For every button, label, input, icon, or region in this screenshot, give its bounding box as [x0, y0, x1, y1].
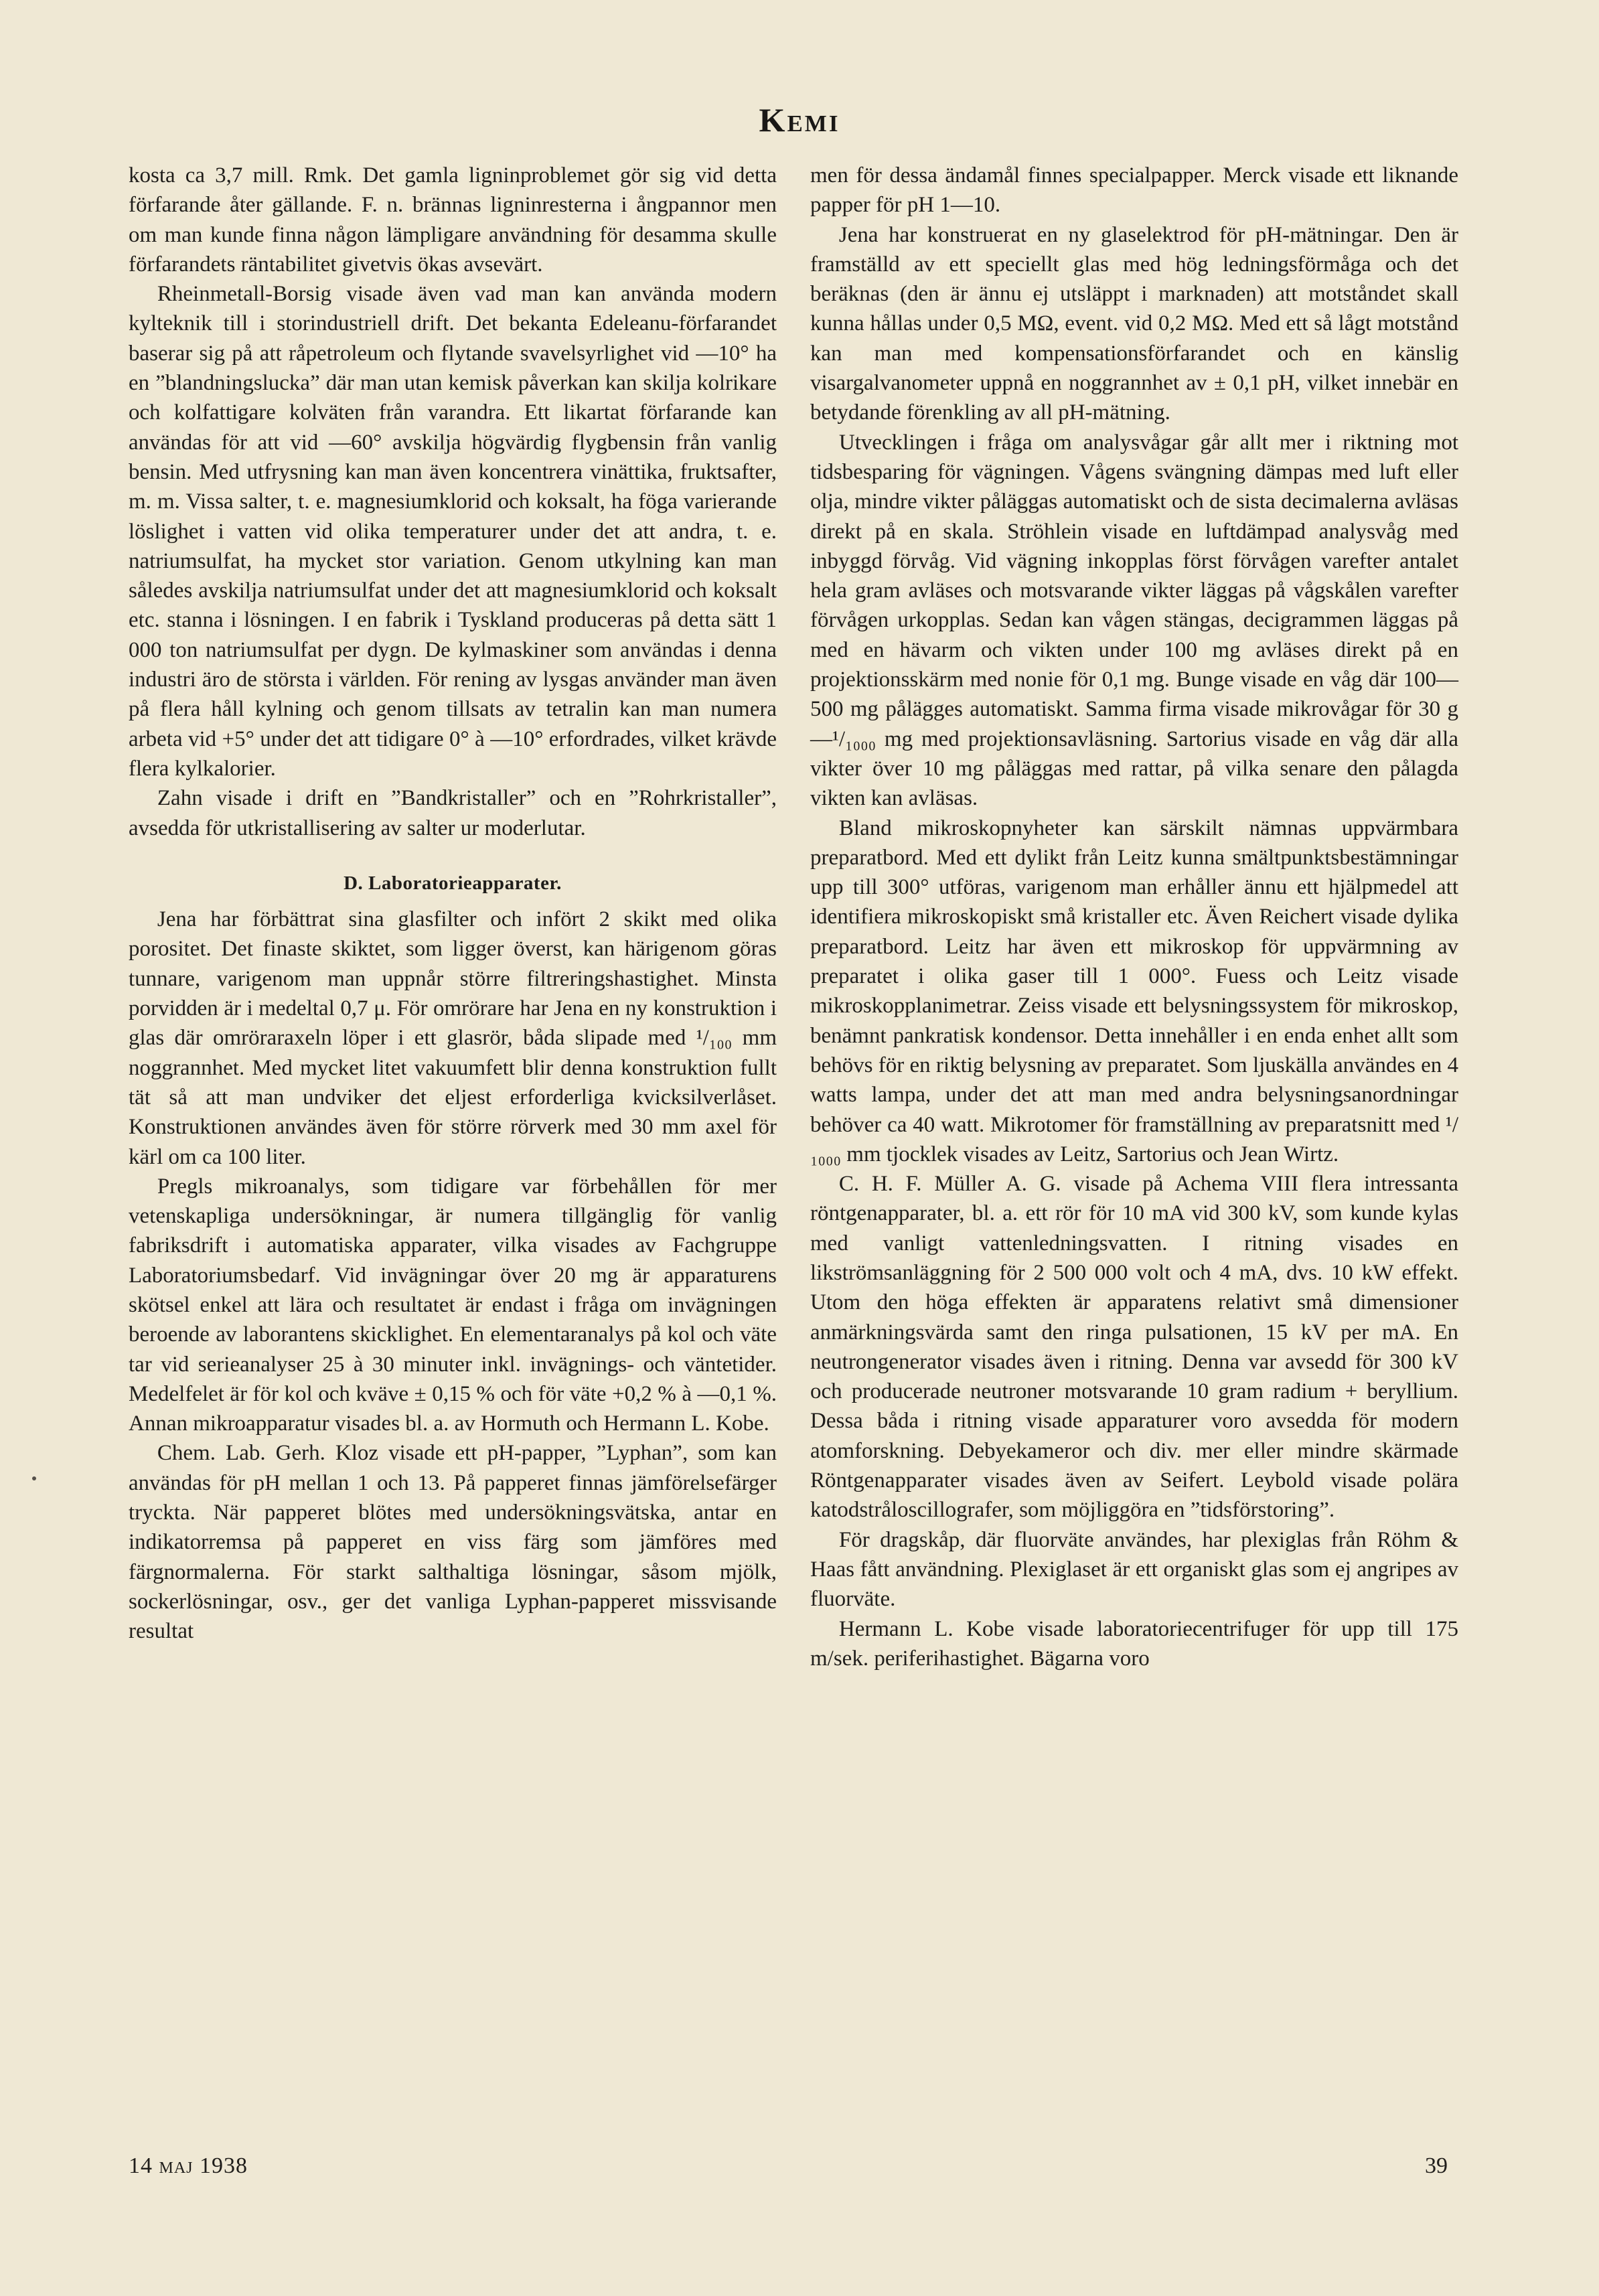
- paragraph: Chem. Lab. Gerh. Kloz visade ett pH-papper, ”Lyphan”, som kan användas för pH mellan 1 och 13. På papperet finnas jämförelsefärger tryckta. När papperet blötes med undersökningsvätska, antar en indikatorremsa på papperet en viss färg som jämföres med färgnormalerna. För starkt salthaltiga lösningar, såsom mjölk, sockerlösningar, osv., ger det vanliga Lyphan-papperet missvisande resultat: [129, 1441, 777, 1644]
- paragraph: Utvecklingen i fråga om analysvågar går allt mer i riktning mot tidsbesparing för vägningen. Vågens svängning dämpas med luft eller olja, mindre vikter påläggas automatiskt och de sista decimalerna avläsas direkt på en skala. Ströhlein visade en luftdämpad analysvåg med inbyggd förvåg. Vid vägning inkopplas först förvågen varefter antalet hela gram avläses och motsvarande vikter läggas på vågskålen varefter förvågen urkopplas. Sedan kan vågen stängas, decigrammen läggas på med en hävarm och vikten under 100 mg avläses direkt på en projektionsskärm med nonie för 0,1 mg. Bunge visade en våg där 100—500 mg pålägges automatiskt. Samma firma visade mikrovågar för 30 g—¹/₁₀₀₀ mg med projektionsavläsning. Sartorius visade en våg där alla vikter över 10 mg påläggas med rattar, på vilka senare den pålagda vikten kan avläsas.: [810, 430, 1458, 811]
- left-column: [129, 161, 777, 1647]
- page-header: [0, 100, 1599, 139]
- paragraph: Jena har förbättrat sina glasfilter och infört 2 skikt med olika porositet. Det finaste skiktet, som ligger överst, kan härigenom göras tunnare, varigenom man uppnår större filtreringshastighet. Minsta porvidden är i medeltal 0,7 μ. För omrörare har Jena en ny konstruktion i glas där omröraraxeln löper i ett glasrör, båda slipade med ¹/₁₀₀ mm noggrannhet. Med mycket litet vakuumfett blir denna konstruktion fullt tät så att man undviker det eljest erforderliga kvicksilverlåset. Konstruktionen användes även för större rörverk med 30 mm axel för kärl om ca 100 liter.: [129, 907, 777, 1169]
- paragraph: Hermann L. Kobe visade laboratoriecentrifuger för upp till 175 m/sek. periferihastighet. Bägarna voro: [810, 1616, 1458, 1671]
- page-number: 39: [1425, 2153, 1448, 2178]
- paragraph: Rheinmetall-Borsig visade även vad man kan använda modern kylteknik till i storindustriell drift. Det bekanta Edeleanu-förfarandet baserar sig på att råpetroleum och flytande svavelsyrlighet vid —10° ha en ”blandningslucka” där man utan kemisk påverkan kan skilja kolrikare och kolfattigare kolväten från varandra. Ett likartat förfarande kan användas för att vid —60° avskilja högvärdig flygbensin från vanlig bensin. Med utfrysning kan man även koncentrera vinättika, fruktsafter, m. m. Vissa salter, t. e. magnesiumklorid och koksalt, ha föga varierande löslighet i vatten vid olika temperaturer under det att andra, t. e. natriumsulfat, ha mycket stor variation. Genom utkylning kan man således avskilja natriumsulfat under det att magnesiumklorid och koksalt etc. stanna i lösningen. I en fabrik i Tyskland produceras på detta sätt 1 000 ton natriumsulfat per dygn. De kylmaskiner som användas i denna industri äro de största i världen. För rening av lysgas använder man även på flera håll kylning och genom tillsats av tetralin kan man numera arbeta vid +5° under det att tidigare 0° à —10° erfordrades, vilket krävde flera kylkalorier.: [129, 282, 777, 781]
- paragraph: Pregls mikroanalys, som tidigare var förbehållen för mer vetenskapliga undersökningar, är numera tillgänglig för vanlig fabriksdrift i automatiska apparater, vilka visades av Fachgruppe Laboratoriumsbedarf. Vid invägningar över 20 mg är apparaturens skötsel enkel att lära och resultatet är endast i fråga om invägningen beroende av laborantens skicklighet. En elementaranalys på kol och väte tar vid serieanalyser 25 à 30 minuter inkl. invägnings- och väntetider. Medelfelet är för kol och kväve ± 0,15 % och för väte +0,2 % à —0,1 %. Annan mikroapparatur visades bl. a. av Hormuth och Hermann L. Kobe.: [129, 1174, 777, 1436]
- footer-day: 14: [129, 2153, 153, 2178]
- margin-speck: [32, 1476, 36, 1480]
- right-column: [810, 161, 1458, 1673]
- paragraph: men för dessa ändamål finnes specialpapper. Merck visade ett liknande papper för pH 1—10.: [810, 163, 1458, 218]
- paragraph: kosta ca 3,7 mill. Rmk. Det gamla ligninproblemet gör sig vid detta förfarande åter gällande. F. n. brännas ligninresterna i ångpannor men om man kunde finna någon lämpligare användning för desamma skulle förfarandets räntabilitet givetvis ökas avsevärt.: [129, 163, 777, 277]
- footer-year: 1938: [200, 2153, 248, 2178]
- paragraph: Bland mikroskopnyheter kan särskilt nämnas uppvärmbara preparatbord. Med ett dylikt från Leitz kunna smältpunktsbestämningar upp till 300° utföras, varigenom man erhåller ännu ett hjälpmedel att identifiera mikroskopiskt små kristaller etc. Även Reichert visade dylika preparatbord. Leitz har även ett mikroskop för uppvärmning av preparatet i olika gaser till 1 000°. Fuess och Leitz visade mikroskopplanimetrar. Zeiss visade ett belysningssystem för mikroskop, benämnt pankratisk kondensor. Detta innehåller i en enda enhet allt som behövs för en riktig belysning av preparatet. Som ljuskälla användes en 4 watts lampa, under det att man med andra belysningsanordningar behöver ca 40 watt. Mikrotomer för framställning av preparatsnitt med ¹/₁₀₀₀ mm tjocklek visades av Leitz, Sartorius och Jean Wirtz.: [810, 816, 1458, 1166]
- running-title: Kemi: [759, 101, 840, 139]
- paragraph: C. H. F. Müller A. G. visade på Achema VIII flera intressanta röntgenapparater, bl. a. ett rör för 10 mA vid 300 kV, som kunde kylas med vanligt vattenledningsvatten. I ritning visades en likströmsanläggning för 2 500 000 volt och 4 mA, dvs. 10 kW effekt. Utom den höga effekten är apparatens relativt små dimensioner anmärkningsvärda samt den ringa pulsationen, 15 kV per mA. En neutrongenerator visades även i ritning. Denna var avsedd för 300 kV och producerade neutroner motsvarande 10 gram radium + beryllium. Dessa båda i ritning visade apparaturer voro avsedda för modern atomforskning. Debyekameror och div. mer eller mindre skärmade Röntgenapparater visades även av Seifert. Leybold visade polära katodstråloscillografer, som möjliggöra en ”tidsförstoring”.: [810, 1172, 1458, 1523]
- footer-date: [129, 2153, 248, 2179]
- section-heading: D. Laboratorieapparater.: [344, 872, 562, 894]
- paragraph: Jena har konstruerat en ny glaselektrod för pH-mätningar. Den är framställd av ett speciellt glas med hög ledningsförmåga och det beräknas (den är ännu ej utsläppt i marknaden) att motståndet skall kunna hållas under 0,5 MΩ, event. vid 0,2 MΩ. Med ett så lågt motstånd kan man med kompensationsförfarandet och en känslig visargalvanometer uppnå en noggrannhet av ± 0,1 pH, vilket innebär en betydande förenkling av all pH-mätning.: [810, 222, 1458, 425]
- paragraph: För dragskåp, där fluorväte användes, har plexiglas från Röhm & Haas fått användning. Plexiglaset är ett organiskt glas som ej angripes av fluorväte.: [810, 1527, 1458, 1612]
- footer-month: maj: [159, 2153, 194, 2178]
- paragraph: Zahn visade i drift en ”Bandkristaller” och en ”Rohrkristaller”, avsedda för utkristallisering av salter ur moderlutar.: [129, 786, 777, 840]
